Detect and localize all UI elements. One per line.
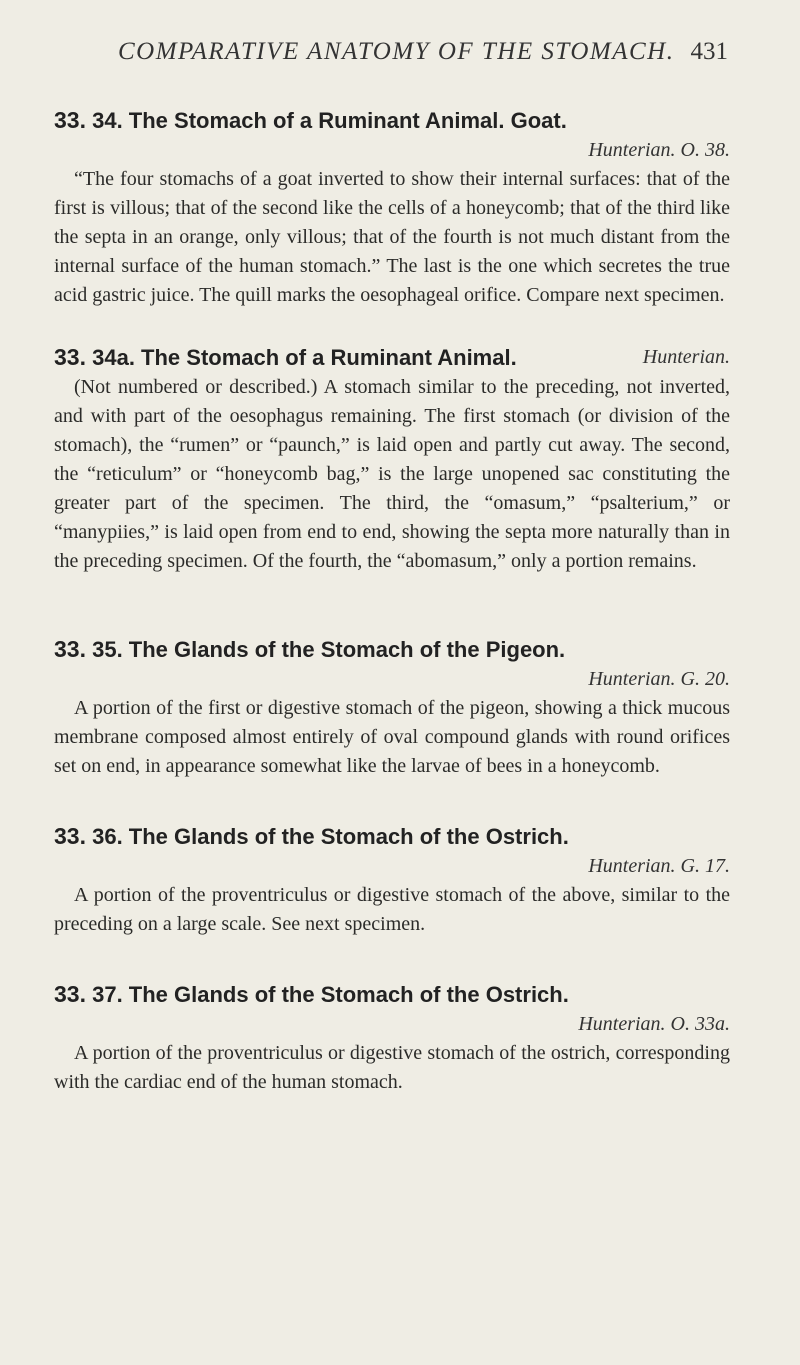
entry-description: “The four stomachs of a goat inverted to show their internal surfaces: that of the first is villous; that of the second like the cells of a honeycomb; that of the third like the septa in an orange, only villous; that of the fourth is not much distant from the internal surface of the human stomach.” The last is the one which secretes the true acid gastric juice. The quill marks the oesophageal orifice. Compare next specimen. [54,168,730,306]
running-head [0,38,800,74]
entry-series-number: 33. [54,823,86,849]
entry-series-number: 33. [54,107,86,133]
page-number: 431 [690,38,728,65]
entry-reference: Hunterian. O. 38. [588,139,730,161]
entry-title: 35. The Glands of the Stomach of the Pigeon. [92,637,566,662]
catalogue-entry [54,634,730,781]
catalogue-entry [54,979,730,1097]
entry-series-number: 33. [54,344,86,370]
entry-reference: Hunterian. [642,346,730,368]
running-head-title: COMPARATIVE ANATOMY OF THE STOMACH. [118,38,675,65]
entry-title: 34. The Stomach of a Ruminant Animal. Goat. [92,108,567,133]
catalogue-entry [54,105,730,310]
entry-description: A portion of the proventriculus or digestive stomach of the ostrich, corresponding with the cardiac end of the human stomach. [54,1042,730,1093]
entry-heading [54,979,730,1010]
catalogue-entry [54,821,730,939]
entry-reference: Hunterian. G. 20. [588,668,730,690]
entry-series-number: 33. [54,636,86,662]
entry-reference: Hunterian. G. 17. [588,855,730,877]
entry-title: 37. The Glands of the Stomach of the Ostrich. [92,982,569,1007]
entry-description: A portion of the first or digestive stomach of the pigeon, showing a thick mucous membrane composed almost entirely of oval compound glands with round orifices set on end, in appearance somewhat like the larvae of bees in a honeycomb. [54,697,730,777]
entry-heading [54,634,730,665]
entry-title: 34a. The Stomach of a Ruminant Animal. [92,345,517,370]
entry-heading [54,105,730,136]
entry-description: (Not numbered or described.) A stomach similar to the preceding, not inverted, and with part of the oesophagus remaining. The first stomach (or division of the stomach), the “rumen” or “paunch,” is laid open and partly cut away. The second, the “reticulum” or “honeycomb bag,” is the large unopened sac constituting the greater part of the specimen. The third, the “omasum,” “psalterium,” or “manypiies,” is laid open from end to end, showing the septa more naturally than in the preceding specimen. Of the fourth, the “abomasum,” only a portion remains. [54,376,730,572]
entry-reference: Hunterian. O. 33a. [578,1013,730,1035]
entry-heading [54,342,730,373]
entry-series-number: 33. [54,981,86,1007]
catalogue-entries [54,105,730,1097]
entry-description: A portion of the proventriculus or digestive stomach of the above, similar to the preceding on a large scale. See next specimen. [54,884,730,935]
entry-title: 36. The Glands of the Stomach of the Ostrich. [92,824,569,849]
catalogue-entry [54,342,730,576]
entry-heading [54,821,730,852]
